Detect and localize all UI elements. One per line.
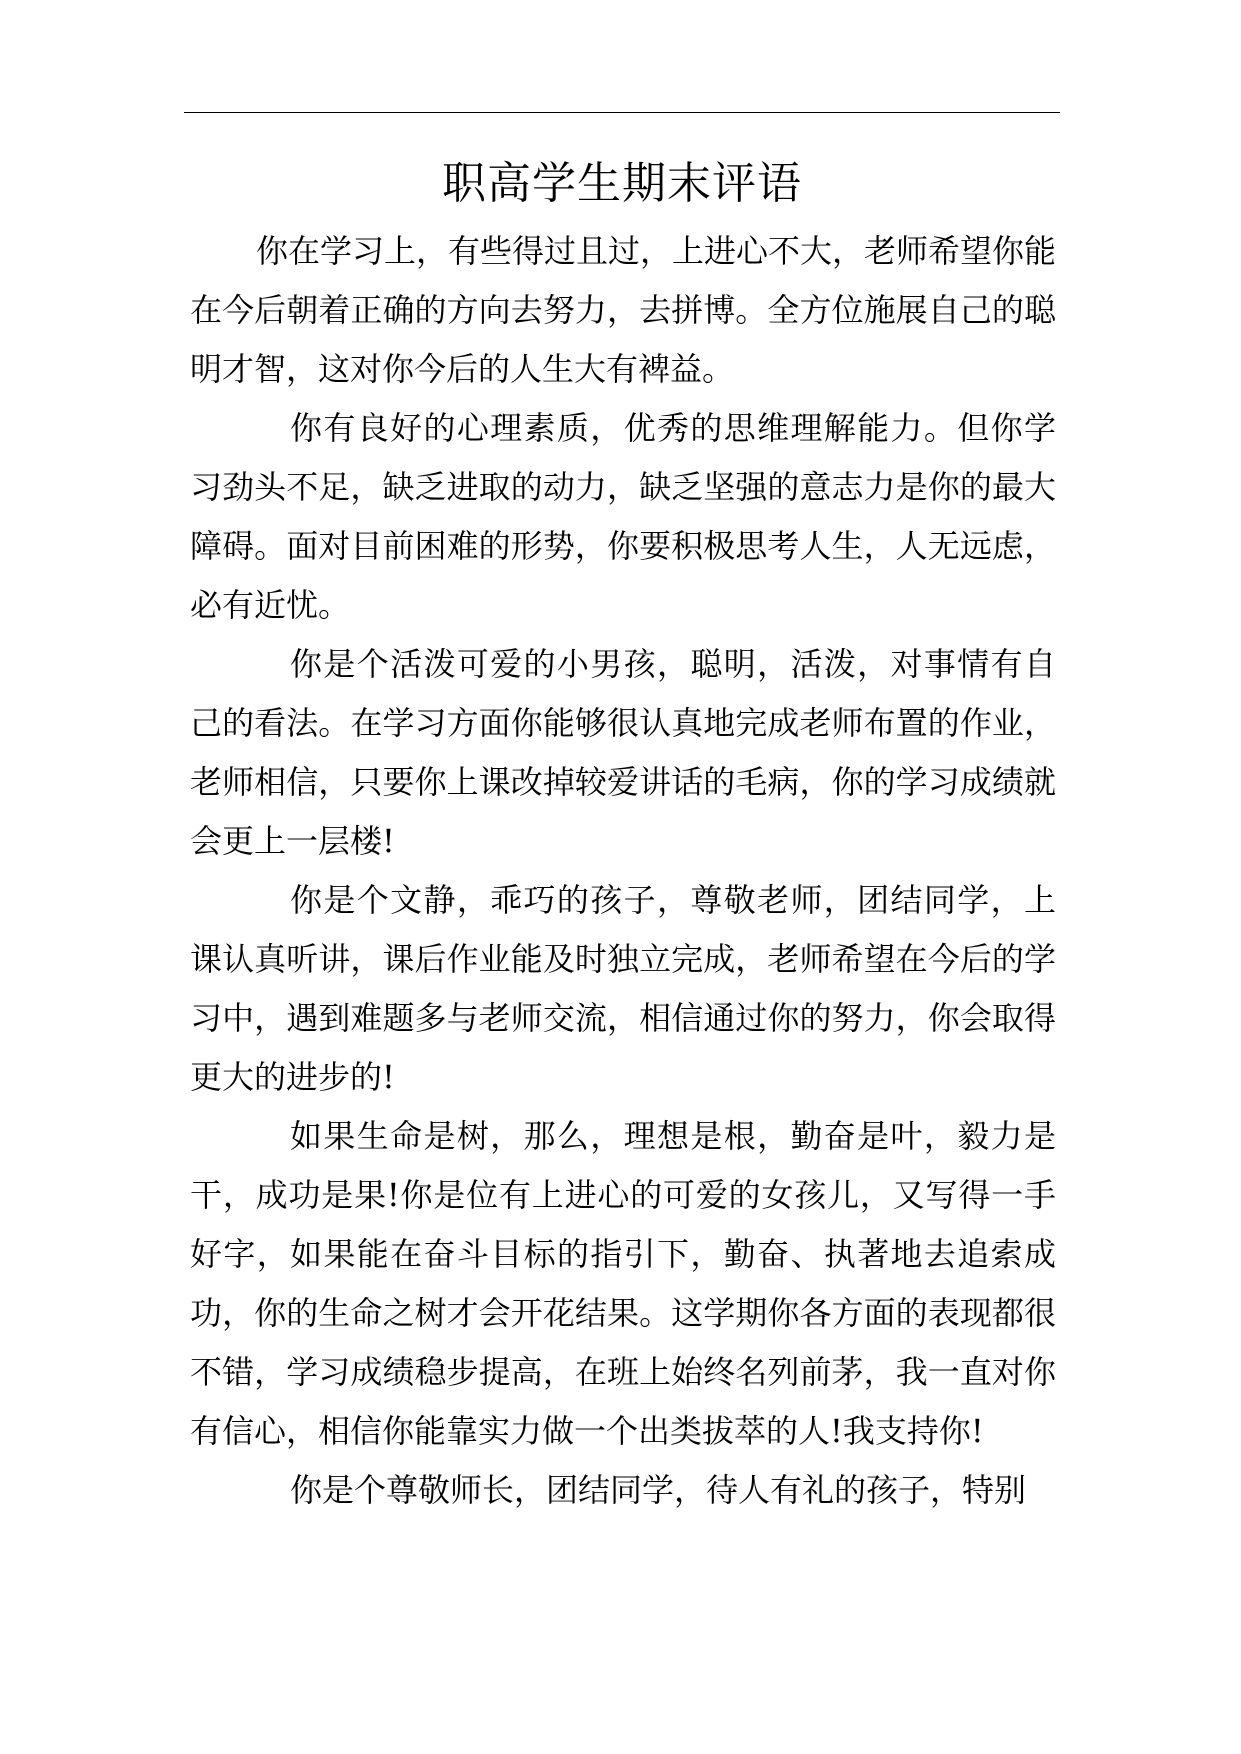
comment-paragraph: 你是个尊敬师长，团结同学，待人有礼的孩子，特别: [290, 1471, 1027, 1509]
comment-paragraph: 如果生命是树，那么，理想是根，勤奋是叶，毅力是干，成功是果!你是位有上进心的可爱的女孩儿，又写得一手好字，如果能在奋斗目标的指引下，勤奋、执著地去追索成功，你的生命之树才会开花结果。这学期你各方面的表现都很不错，学习成绩稳步提高，在班上始终名列前茅，我一直对你有信心，相信你能靠实力做一个出类拔萃的人!我支持你!: [190, 1117, 1056, 1450]
comment-paragraph: 你有良好的心理素质，优秀的思维理解能力。但你学习劲头不足，缺乏进取的动力，缺乏坚强的意志力是你的最大障碍。面对目前困难的形势，你要积极思考人生，人无远虑，必有近忧。: [190, 409, 1056, 624]
comment-paragraph: 你是个文静，乖巧的孩子，尊敬老师，团结同学，上课认真听讲，课后作业能及时独立完成，老师希望在今后的学习中，遇到难题多与老师交流，相信通过你的努力，你会取得更大的进步的!: [190, 881, 1056, 1096]
header-rule: [184, 112, 1060, 113]
comment-paragraph: 你在学习上，有些得过且过，上进心不大，老师希望你能在今后朝着正确的方向去努力，去拼博。全方位施展自己的聪明才智，这对你今后的人生大有裨益。: [190, 232, 1057, 388]
document-body: [190, 222, 1056, 1520]
comment-paragraph: 你是个活泼可爱的小男孩，聪明，活泼，对事情有自己的看法。在学习方面你能够很认真地完成老师布置的作业，老师相信，只要你上课改掉较爱讲话的毛病，你的学习成绩就会更上一层楼!: [190, 645, 1056, 860]
document-title: 职高学生期末评语: [442, 158, 802, 209]
